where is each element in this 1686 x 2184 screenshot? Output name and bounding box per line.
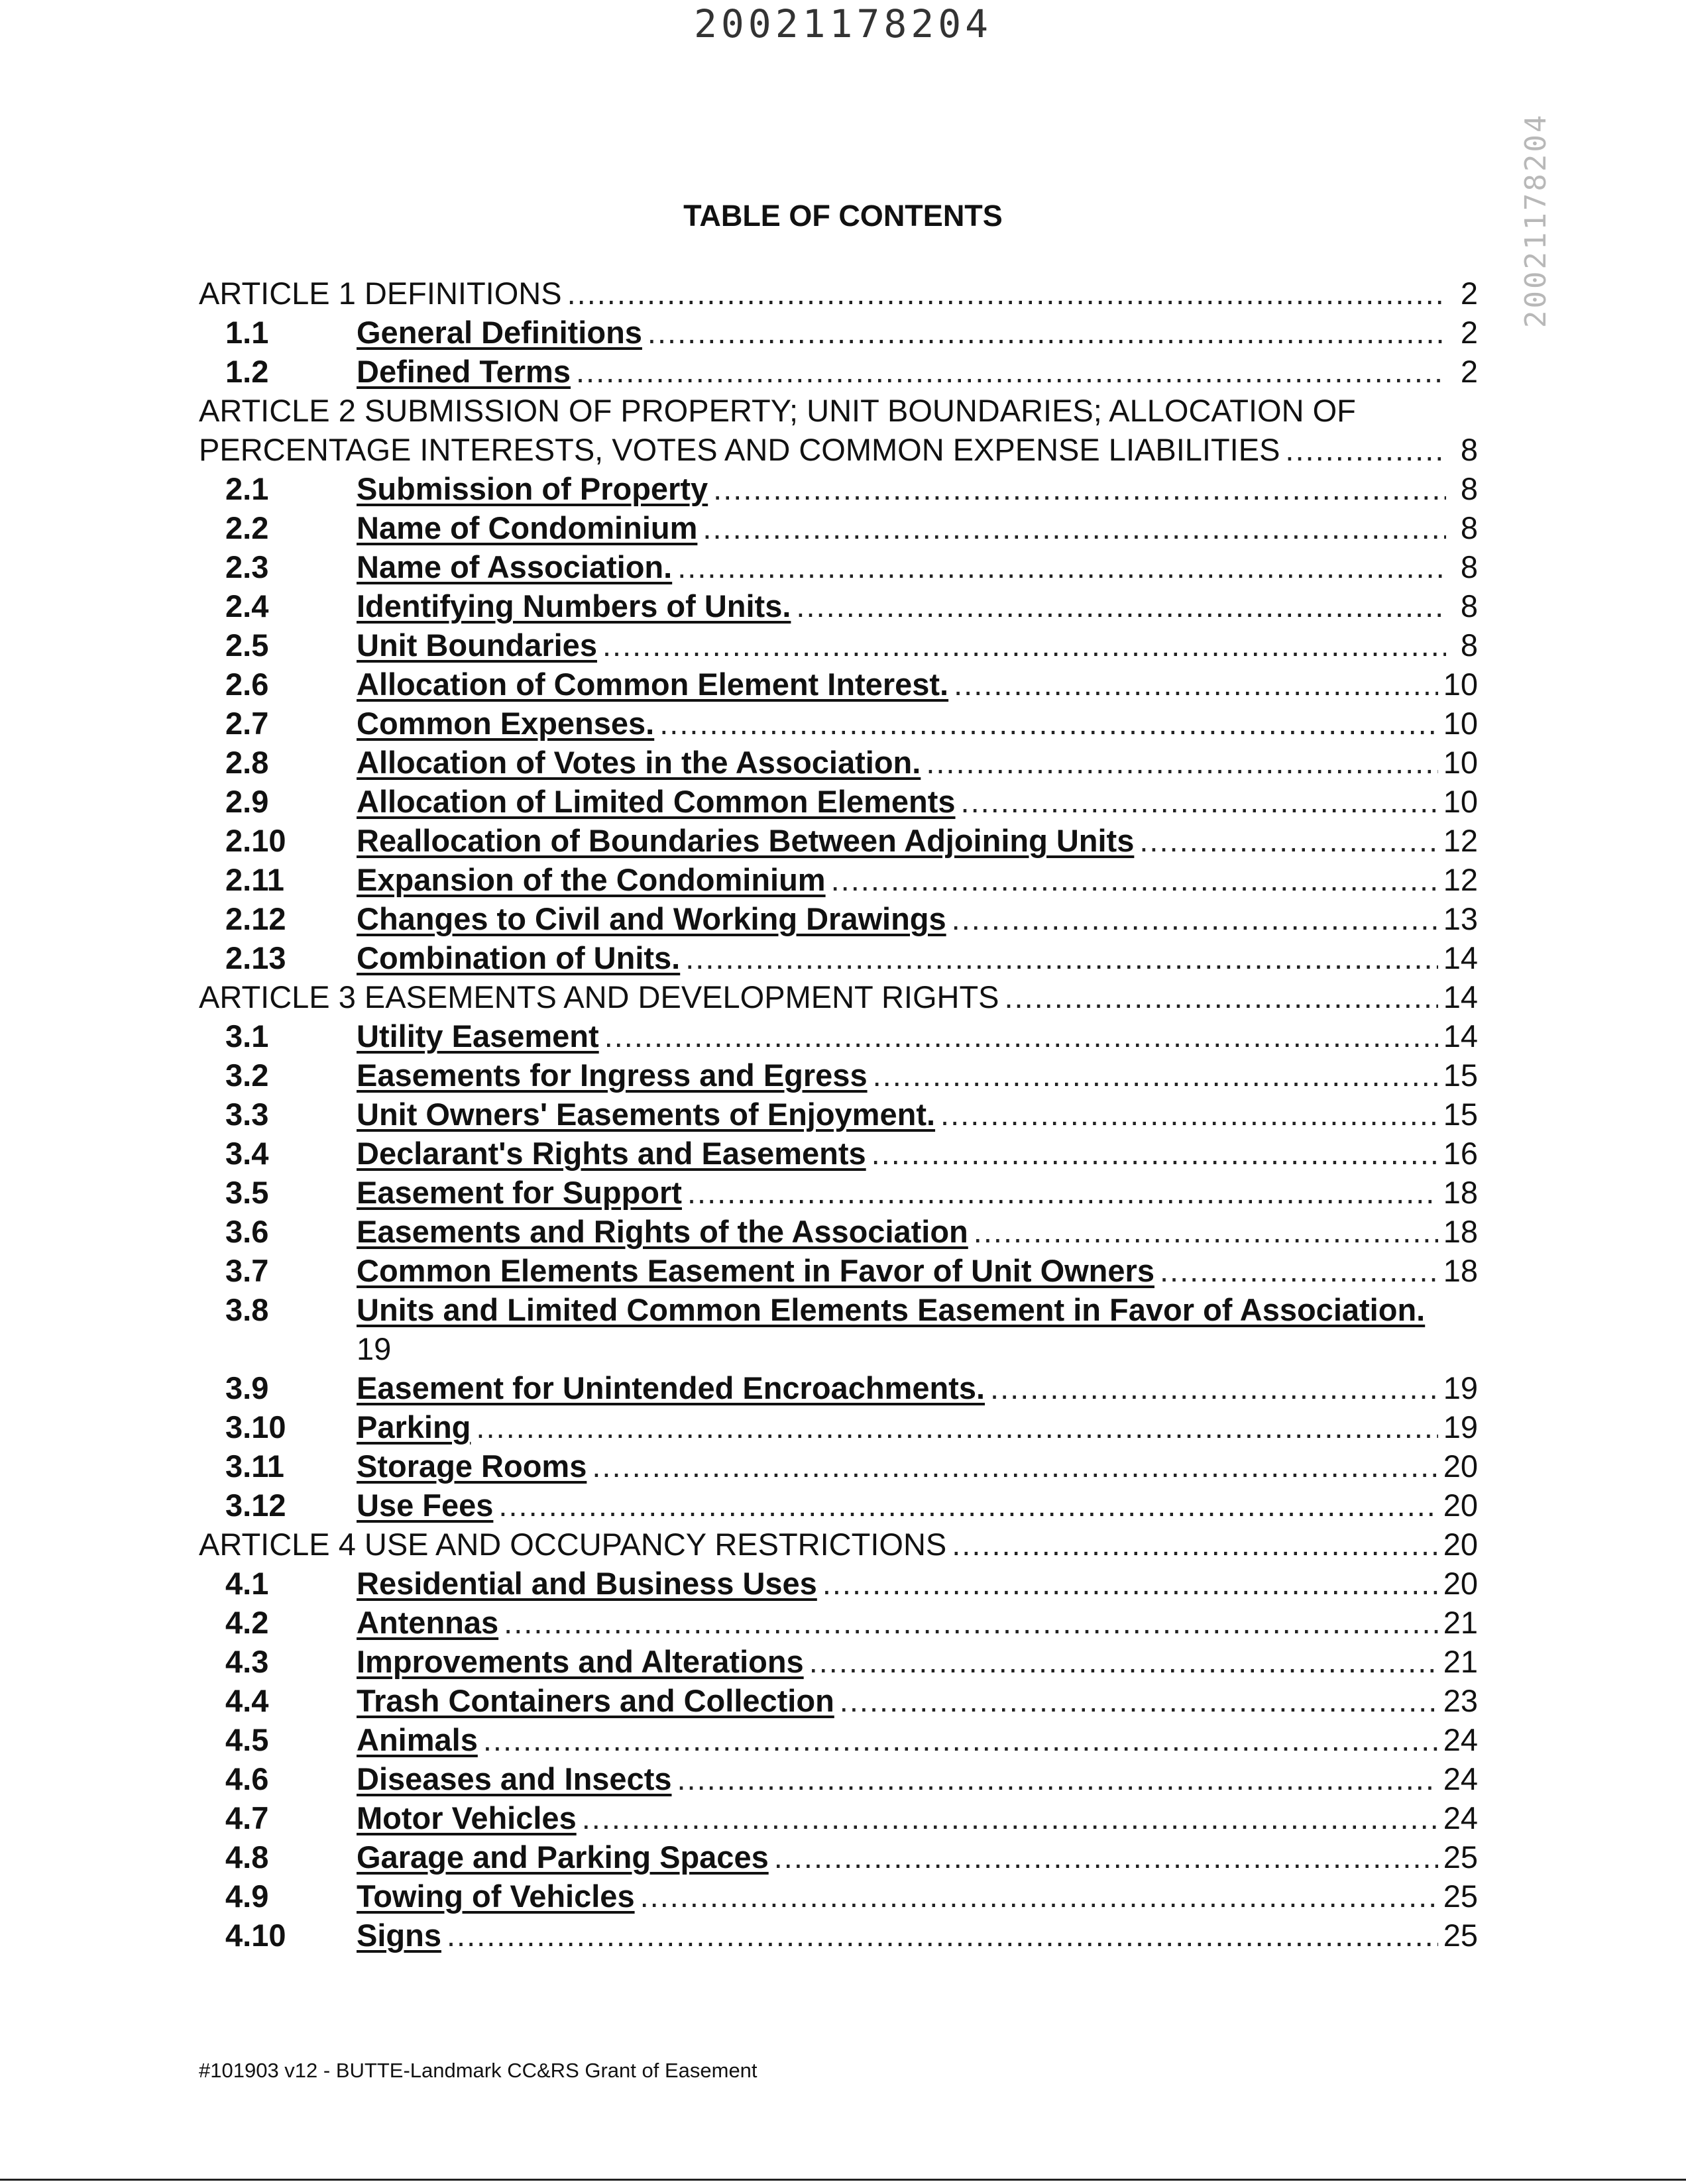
section-title-link[interactable]: Use Fees (357, 1488, 494, 1523)
section-number: 2.9 (225, 784, 269, 819)
section-number: 2.6 (225, 667, 269, 702)
toc-line (199, 899, 1478, 938)
dot-leader (1139, 821, 1437, 860)
toc-section-row[interactable] (199, 352, 1478, 391)
page-number: 20 (1443, 1566, 1478, 1601)
section-number: 4.10 (225, 1918, 286, 1953)
page-number: 24 (1443, 1761, 1478, 1796)
toc-section-row[interactable] (199, 1016, 1478, 1056)
toc-line (199, 1173, 1478, 1212)
section-title-link[interactable]: Name of Association. (357, 549, 673, 584)
toc-article-row[interactable] (199, 391, 1478, 469)
toc-section-row[interactable] (199, 1916, 1478, 1955)
page-number: 21 (1443, 1605, 1478, 1640)
section-number: 2.3 (225, 549, 269, 584)
dot-leader (940, 1095, 1438, 1134)
toc-section-row[interactable] (199, 1368, 1478, 1407)
section-number: 4.6 (225, 1761, 269, 1796)
section-number: 3.6 (225, 1214, 269, 1249)
page-number: 18 (1443, 1175, 1478, 1210)
page-number: 21 (1443, 1644, 1478, 1679)
bottom-rule (0, 2179, 1686, 2181)
section-number: 3.9 (225, 1370, 269, 1405)
toc-section-row[interactable] (199, 1681, 1478, 1720)
dot-leader (647, 313, 1446, 352)
toc-line (199, 1759, 1478, 1798)
section-title-link[interactable]: Trash Containers and Collection (357, 1683, 834, 1718)
page-number: 20 (1443, 1488, 1478, 1523)
section-title-link[interactable]: Name of Condominium (357, 510, 698, 545)
toc-line (199, 782, 1478, 821)
dot-leader (687, 1173, 1438, 1212)
dot-leader (582, 1798, 1438, 1837)
section-number: 3.2 (225, 1058, 269, 1093)
toc-line (199, 1368, 1478, 1407)
section-number: 2.8 (225, 745, 269, 780)
section-title-link[interactable]: Antennas (357, 1605, 499, 1640)
toc-line (199, 1447, 1478, 1486)
page-number: 10 (1443, 667, 1478, 702)
dot-leader (926, 743, 1437, 782)
dot-leader (713, 469, 1446, 508)
section-number: 3.12 (225, 1488, 286, 1523)
page-number: 8 (1460, 549, 1478, 584)
toc-line (199, 743, 1478, 782)
toc-section-row[interactable] (199, 1603, 1478, 1642)
section-title-link[interactable]: Easement for Support (357, 1175, 682, 1210)
page-number: 19 (1443, 1409, 1478, 1445)
toc-line (199, 391, 1478, 430)
section-title-link[interactable]: Signs (357, 1918, 441, 1953)
toc-line (199, 1251, 1478, 1290)
section-title-link[interactable]: General Definitions (357, 315, 642, 350)
toc-line (199, 626, 1478, 665)
toc-line (199, 1134, 1478, 1173)
section-number: 2.1 (225, 471, 269, 506)
section-number: 4.8 (225, 1839, 269, 1875)
toc-section-row[interactable] (199, 547, 1478, 586)
dot-leader (659, 704, 1437, 743)
page-number: 14 (1443, 979, 1478, 1014)
toc-section-row[interactable] (199, 1251, 1478, 1290)
dot-leader (796, 586, 1446, 626)
toc-section-row[interactable] (199, 1407, 1478, 1447)
dot-leader (567, 274, 1446, 313)
dot-leader (1285, 430, 1446, 469)
section-title-link[interactable]: Common Expenses. (357, 706, 655, 741)
toc-line (199, 1095, 1478, 1134)
section-title-link[interactable]: Changes to Civil and Working Drawings (357, 901, 946, 936)
toc-line (199, 977, 1478, 1016)
section-number: 3.8 (225, 1292, 269, 1327)
page-number: 10 (1443, 745, 1478, 780)
page-number: 19 (357, 1331, 392, 1366)
section-title-link[interactable]: Submission of Property (357, 471, 708, 506)
section-number: 2.2 (225, 510, 269, 545)
dot-leader (504, 1603, 1438, 1642)
toc-section-row[interactable] (199, 1759, 1478, 1798)
page-number: 8 (1460, 471, 1478, 506)
page-number: 2 (1460, 276, 1478, 311)
side-stamp-number: 20021178204 (1519, 113, 1553, 328)
page-number: 2 (1460, 354, 1478, 389)
dot-leader (974, 1212, 1438, 1251)
toc-line (199, 1916, 1478, 1955)
page-number: 10 (1443, 784, 1478, 819)
section-title-link[interactable]: Expansion of the Condominium (357, 862, 826, 897)
section-title-link[interactable]: Garage and Parking Spaces (357, 1839, 769, 1875)
toc-section-row[interactable] (199, 313, 1478, 352)
toc-line (199, 1525, 1478, 1564)
toc-line (199, 1798, 1478, 1837)
page-number: 12 (1443, 862, 1478, 897)
section-number: 3.1 (225, 1018, 269, 1054)
toc-line (199, 547, 1478, 586)
page-number: 15 (1443, 1097, 1478, 1132)
section-title-link[interactable]: Parking (357, 1409, 471, 1445)
dot-leader (685, 938, 1437, 977)
toc-article-row[interactable] (199, 977, 1478, 1016)
toc-section-row[interactable] (199, 626, 1478, 665)
page-number: 13 (1443, 901, 1478, 936)
toc-line (199, 469, 1478, 508)
toc-line (199, 313, 1478, 352)
section-title-link[interactable]: Allocation of Limited Common Elements (357, 784, 956, 819)
toc-section-row[interactable] (199, 1642, 1478, 1681)
page-number: 8 (1460, 588, 1478, 624)
toc-section-row[interactable] (199, 1290, 1478, 1368)
section-title-link[interactable]: Towing of Vehicles (357, 1879, 635, 1914)
toc-line (199, 1603, 1478, 1642)
article-heading: ARTICLE 1 DEFINITIONS (199, 276, 562, 311)
page-number: 18 (1443, 1214, 1478, 1249)
dot-leader (498, 1486, 1437, 1525)
dot-leader (483, 1720, 1438, 1759)
section-title-link[interactable]: Units and Limited Common Elements Easement in Favor of Association. (357, 1292, 1426, 1327)
section-number: 3.7 (225, 1253, 269, 1288)
section-number: 1.2 (225, 354, 269, 389)
section-number: 4.2 (225, 1605, 269, 1640)
section-title-link[interactable]: Animals (357, 1722, 478, 1757)
document-stamp-number: 20021178204 (693, 1, 993, 46)
toc-section-row[interactable] (199, 665, 1478, 704)
toc-line (199, 1056, 1478, 1095)
section-title-link[interactable]: Defined Terms (357, 354, 571, 389)
toc-line (199, 1290, 1478, 1329)
toc-section-row[interactable] (199, 1798, 1478, 1837)
toc-section-row[interactable] (199, 1056, 1478, 1095)
toc-line (199, 1016, 1478, 1056)
dot-leader (952, 899, 1438, 938)
dot-leader (990, 1368, 1438, 1407)
toc-line (199, 1564, 1478, 1603)
toc-section-row[interactable] (199, 1212, 1478, 1251)
page-number: 19 (1443, 1370, 1478, 1405)
page-number: 14 (1443, 940, 1478, 975)
toc-section-row[interactable] (199, 782, 1478, 821)
page-number: 2 (1460, 315, 1478, 350)
dot-leader (592, 1447, 1437, 1486)
page-number: 16 (1443, 1136, 1478, 1171)
page-number: 24 (1443, 1800, 1478, 1835)
section-number: 3.10 (225, 1409, 286, 1445)
section-title-link[interactable]: Improvements and Alterations (357, 1644, 804, 1679)
table-of-contents (199, 274, 1478, 1955)
dot-leader (677, 1759, 1438, 1798)
toc-line (199, 274, 1478, 313)
toc-line (199, 1407, 1478, 1447)
section-number: 3.4 (225, 1136, 269, 1171)
section-number: 4.4 (225, 1683, 269, 1718)
section-number: 4.9 (225, 1879, 269, 1914)
page-number: 25 (1443, 1839, 1478, 1875)
section-number: 3.5 (225, 1175, 269, 1210)
section-title-link[interactable]: Motor Vehicles (357, 1800, 577, 1835)
dot-leader (954, 665, 1438, 704)
toc-section-row[interactable] (199, 1837, 1478, 1877)
section-title-link[interactable]: Residential and Business Uses (357, 1566, 817, 1601)
dot-leader (961, 782, 1438, 821)
toc-section-row[interactable] (199, 1173, 1478, 1212)
page-number: 8 (1460, 510, 1478, 545)
section-number: 2.11 (225, 862, 284, 897)
section-title-link[interactable]: Allocation of Votes in the Association. (357, 745, 921, 780)
section-number: 3.3 (225, 1097, 269, 1132)
dot-leader (952, 1525, 1437, 1564)
dot-leader (476, 1407, 1437, 1447)
dot-leader (640, 1877, 1438, 1916)
dot-leader (774, 1837, 1438, 1877)
page-number: 10 (1443, 706, 1478, 741)
dot-leader (871, 1134, 1438, 1173)
toc-line (199, 938, 1478, 977)
toc-section-row[interactable] (199, 508, 1478, 547)
section-title-link[interactable]: Diseases and Insects (357, 1761, 672, 1796)
section-number: 1.1 (225, 315, 269, 350)
page-number: 23 (1443, 1683, 1478, 1718)
toc-section-row[interactable] (199, 743, 1478, 782)
page-number: 20 (1443, 1448, 1478, 1484)
page-number: 18 (1443, 1253, 1478, 1288)
dot-leader (873, 1056, 1438, 1095)
section-title-link[interactable]: Unit Boundaries (357, 628, 597, 663)
toc-section-row[interactable] (199, 860, 1478, 899)
section-title-link[interactable]: Storage Rooms (357, 1448, 587, 1484)
dot-leader (809, 1642, 1438, 1681)
toc-section-row[interactable] (199, 899, 1478, 938)
page-number: 20 (1443, 1527, 1478, 1562)
section-number: 4.5 (225, 1722, 269, 1757)
toc-line (199, 1720, 1478, 1759)
section-number: 2.5 (225, 628, 269, 663)
toc-section-row[interactable] (199, 704, 1478, 743)
page-number: 8 (1460, 432, 1478, 467)
section-number: 4.7 (225, 1800, 269, 1835)
section-number: 2.4 (225, 588, 269, 624)
dot-leader (831, 860, 1438, 899)
toc-section-row[interactable] (199, 1486, 1478, 1525)
toc-line (199, 665, 1478, 704)
section-title-link[interactable]: Utility Easement (357, 1018, 599, 1054)
toc-line (199, 1681, 1478, 1720)
toc-title: TABLE OF CONTENTS (683, 199, 1003, 233)
dot-leader (677, 547, 1446, 586)
toc-line (199, 704, 1478, 743)
section-number: 2.12 (225, 901, 286, 936)
toc-line (199, 1642, 1478, 1681)
toc-section-row[interactable] (199, 469, 1478, 508)
toc-line (199, 1486, 1478, 1525)
section-title-link[interactable]: Allocation of Common Element Interest. (357, 667, 949, 702)
section-title-link[interactable]: Easement for Unintended Encroachments. (357, 1370, 985, 1405)
toc-section-row[interactable] (199, 1720, 1478, 1759)
page-number: 24 (1443, 1722, 1478, 1757)
toc-line (199, 1212, 1478, 1251)
dot-leader (840, 1681, 1438, 1720)
document-footer: #101903 v12 - BUTTE-Landmark CC&RS Grant of Easement (199, 2059, 758, 2082)
section-number: 4.1 (225, 1566, 269, 1601)
toc-line (199, 586, 1478, 626)
section-number: 2.13 (225, 940, 286, 975)
article-heading: ARTICLE 4 USE AND OCCUPANCY RESTRICTIONS (199, 1527, 947, 1562)
section-title-link[interactable]: Easements and Rights of the Association (357, 1214, 968, 1249)
toc-section-row[interactable] (199, 1564, 1478, 1603)
toc-section-row[interactable] (199, 1877, 1478, 1916)
page-number: 25 (1443, 1879, 1478, 1914)
section-title-link[interactable]: Reallocation of Boundaries Between Adjoining Units (357, 823, 1135, 858)
toc-section-row[interactable] (199, 938, 1478, 977)
dot-leader (702, 508, 1446, 547)
article-heading: ARTICLE 2 SUBMISSION OF PROPERTY; UNIT BOUNDARIES; ALLOCATION OF (199, 393, 1356, 428)
toc-article-row[interactable] (199, 274, 1478, 313)
section-number: 2.7 (225, 706, 269, 741)
toc-line (199, 821, 1478, 860)
page-number: 15 (1443, 1058, 1478, 1093)
section-title-link[interactable]: Unit Owners' Easements of Enjoyment. (357, 1097, 936, 1132)
dot-leader (1160, 1251, 1438, 1290)
toc-line (199, 430, 1478, 469)
article-heading: ARTICLE 3 EASEMENTS AND DEVELOPMENT RIGHTS (199, 979, 999, 1014)
toc-line (199, 860, 1478, 899)
toc-section-row[interactable] (199, 821, 1478, 860)
dot-leader (822, 1564, 1438, 1603)
page-number: 8 (1460, 628, 1478, 663)
toc-line (199, 1837, 1478, 1877)
dot-leader (576, 352, 1446, 391)
toc-section-row[interactable] (199, 1447, 1478, 1486)
section-title-link[interactable]: Identifying Numbers of Units. (357, 588, 791, 624)
section-title-link[interactable]: Easements for Ingress and Egress (357, 1058, 868, 1093)
dot-leader (447, 1916, 1438, 1955)
toc-line (199, 352, 1478, 391)
toc-section-row[interactable] (199, 1095, 1478, 1134)
section-number: 2.10 (225, 823, 286, 858)
toc-article-row[interactable] (199, 1525, 1478, 1564)
section-number: 3.11 (225, 1448, 284, 1484)
section-number: 4.3 (225, 1644, 269, 1679)
dot-leader (604, 1016, 1438, 1056)
page-number: 14 (1443, 1018, 1478, 1054)
toc-section-row[interactable] (199, 586, 1478, 626)
article-heading-continued: PERCENTAGE INTERESTS, VOTES AND COMMON EXPENSE LIABILITIES (199, 432, 1280, 467)
dot-leader (1005, 977, 1438, 1016)
page-number: 25 (1443, 1918, 1478, 1953)
toc-section-row[interactable] (199, 1134, 1478, 1173)
dot-leader (602, 626, 1446, 665)
section-title-link[interactable]: Declarant's Rights and Easements (357, 1136, 866, 1171)
section-title-link[interactable]: Combination of Units. (357, 940, 681, 975)
page-number: 12 (1443, 823, 1478, 858)
toc-line (199, 508, 1478, 547)
toc-line (199, 1329, 1478, 1368)
toc-line (199, 1877, 1478, 1916)
section-title-link[interactable]: Common Elements Easement in Favor of Unit Owners (357, 1253, 1154, 1288)
